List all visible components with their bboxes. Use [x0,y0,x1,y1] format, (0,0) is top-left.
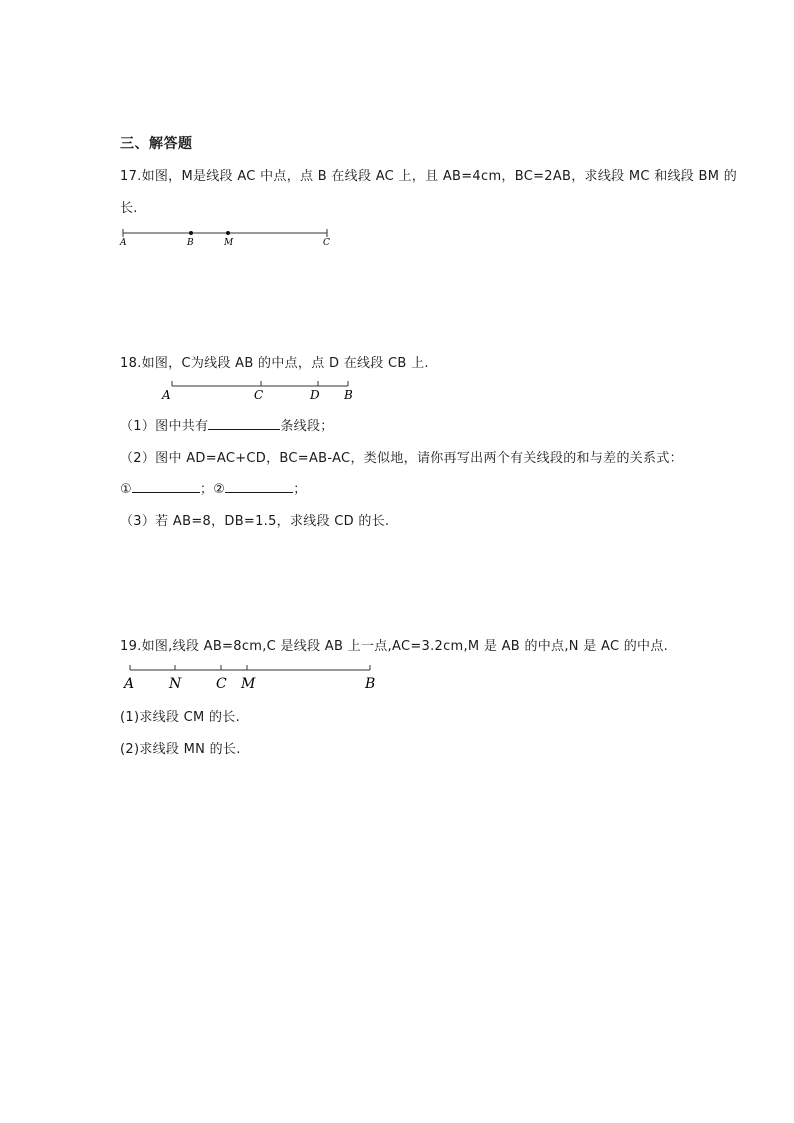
q19-part2: (2)求线段 MN 的长. [120,742,241,757]
q19-segment-figure [120,662,380,692]
q17-label-a: A [120,238,127,248]
q18-answer-blank-1[interactable] [132,478,200,493]
q18-label-b: B [344,388,353,402]
q18-label-a: A [162,388,171,402]
q18-part1-suffix: 条线段； [280,419,334,434]
q19-label-b: B [365,676,376,692]
q18-part3: （3）若 AB=8，DB=1.5，求线段 CD 的长. [120,514,390,529]
q18-part1-blank[interactable] [208,415,280,430]
q17-label-c: C [323,238,330,248]
section-title: 三、解答题 [120,136,193,152]
q17-text-line1: 17.如图，M是线段 AC 中点，点 B 在线段 AC 上，且 AB=4cm，BC=2AB，求线段 MC 和线段 BM 的 [120,169,738,184]
q19-part1: (1)求线段 CM 的长. [120,710,241,725]
q17-label-b: B [187,238,194,248]
q18-separator: ； [199,482,214,497]
q17-point-m [226,231,230,235]
q18-label-d: D [310,388,320,402]
q18-circle-one: ① [120,482,132,497]
q18-end-mark: ； [293,482,307,497]
q18-text-line1: 18.如图，C为线段 AB 的中点，点 D 在线段 CB 上. [120,356,429,371]
q19-text-line1: 19.如图,线段 AB=8cm,C 是线段 AB 上一点,AC=3.2cm,M 是 AB 的中点,N 是 AC 的中点. [120,639,669,654]
q19-label-m: M [241,676,256,692]
q17-text-line2: 长. [120,201,138,216]
q19-label-a: A [124,676,135,692]
q17-label-m: M [224,238,234,248]
q18-answer-blank-2[interactable] [225,478,293,493]
q18-segment-figure [158,378,364,404]
q19-label-n: N [169,676,182,692]
q18-part1-prefix: （1）图中共有 [120,419,209,434]
q18-part1 [120,415,334,434]
q18-part2-answers [120,478,307,497]
q17-point-b [189,231,193,235]
q18-circle-two: ② [213,482,226,497]
q18-part2: （2）图中 AD=AC+CD，BC=AB-AC，类似地，请你再写出两个有关线段的和与差的关系式： [120,451,683,466]
q18-label-c: C [254,388,264,402]
q19-label-c: C [216,676,227,692]
q17-segment-figure [115,225,335,249]
